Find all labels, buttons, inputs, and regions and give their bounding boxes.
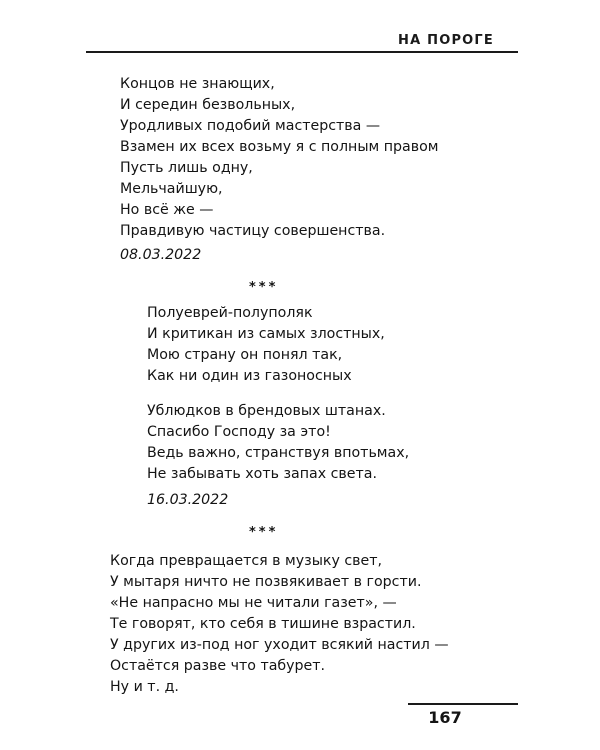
poem-line: «Не напрасно мы не читали газет», — (110, 595, 397, 611)
running-title: НА ПОРОГЕ (398, 33, 494, 48)
poem-line: Уродливых подобий мастерства — (120, 118, 381, 134)
poem-line: Те говорят, кто себя в тишине взрастил. (110, 616, 416, 632)
poem-line: Не забывать хоть запах света. (147, 466, 377, 482)
poem-line: Полуеврей-полуполяк (147, 305, 313, 321)
poem-line: Ну и т. д. (110, 679, 179, 695)
footer-rule (408, 703, 518, 705)
header-rule (86, 51, 518, 53)
poem-line: Мельчайшую, (120, 181, 223, 197)
poem-line: Когда превращается в музыку свет, (110, 553, 383, 569)
poem-line: Взамен их всех возьму я с полным правом (120, 139, 439, 155)
poem-line: Спасибо Господу за это! (147, 424, 331, 440)
poem-line: Как ни один из газоносных (147, 368, 352, 384)
poem-line: Концов не знающих, (120, 76, 275, 92)
poem-line: И критикан из самых злостных, (147, 326, 385, 342)
poem-line: Правдивую частицу совершенства. (120, 223, 386, 239)
poem-date: 08.03.2022 (120, 247, 202, 263)
section-separator: *** (249, 280, 279, 295)
page-number: 167 (428, 708, 462, 727)
poem-line: Но всё же — (120, 202, 214, 218)
poem-line: Остаётся разве что табурет. (110, 658, 326, 674)
section-separator: *** (249, 525, 279, 540)
poem-line: Ведь важно, странствуя впотьмах, (147, 445, 410, 461)
poem-line: У мытаря ничто не позвякивает в горсти. (110, 574, 422, 590)
poem-line: И середин безвольных, (120, 97, 296, 113)
poem-line: У других из-под ног уходит всякий настил — (110, 637, 449, 653)
poem-date: 16.03.2022 (147, 492, 229, 508)
poem-line: Ублюдков в брендовых штанах. (147, 403, 386, 419)
poem-line: Мою страну он понял так, (147, 347, 343, 363)
poem-line: Пусть лишь одну, (120, 160, 253, 176)
